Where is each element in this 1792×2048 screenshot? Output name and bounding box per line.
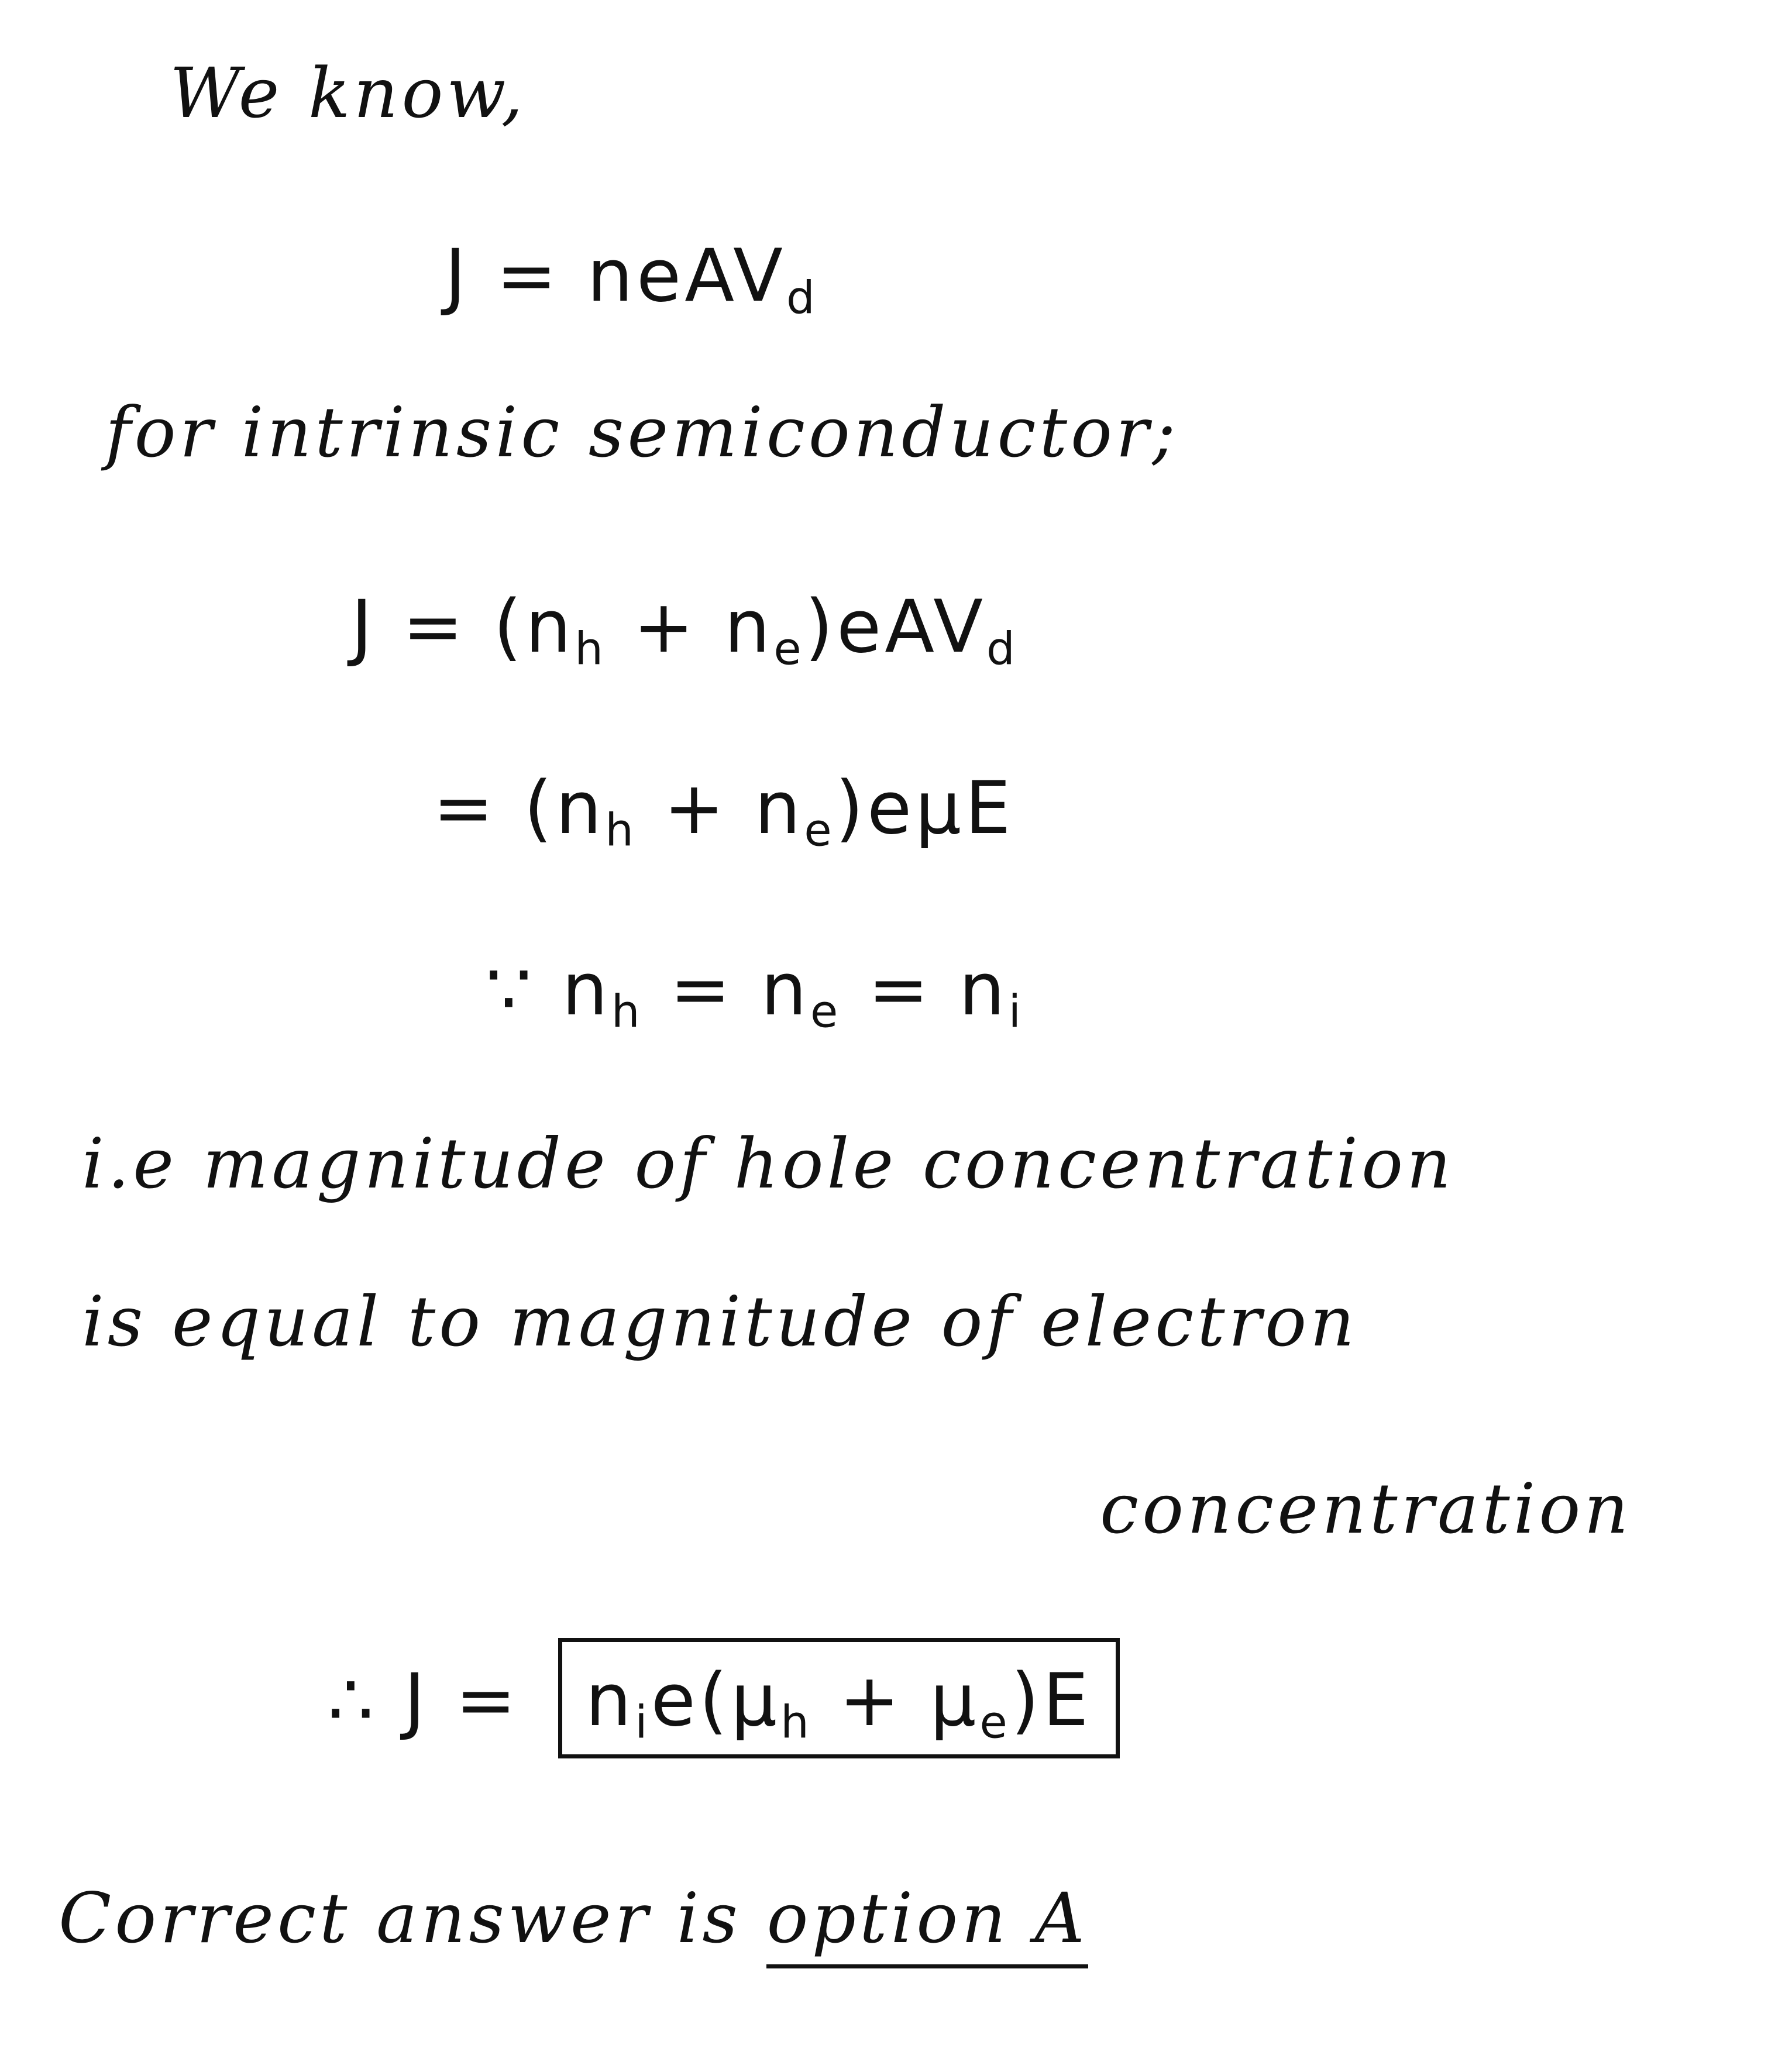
eq1-rhs: neAV [587, 234, 786, 318]
because-symbol: ∵ [486, 948, 535, 1032]
eq2-sub-h: h [575, 623, 607, 676]
final-d: )E [1010, 1658, 1092, 1743]
eq1-lhs: J [445, 234, 470, 318]
eq3-rest: )eμE [835, 766, 1014, 851]
eq4-sub-e: e [810, 986, 842, 1038]
context-line [105, 392, 1179, 473]
boxed-result [558, 1638, 1120, 1758]
answer-option: option A [766, 1884, 1088, 1968]
explanation-line-1 [82, 1123, 1455, 1204]
final-a: n [585, 1658, 635, 1743]
explanation-line-2 [82, 1281, 1358, 1362]
eq3-plus: + n [637, 766, 804, 851]
answer-prefix: Correct answer is [59, 1878, 767, 1958]
intro-text: We know, [170, 53, 527, 133]
final-b: e(μ [651, 1658, 781, 1743]
eq2-plus: + n [607, 585, 774, 669]
therefore-symbol: ∴ [328, 1658, 377, 1743]
explanation-text-3: concentration [1100, 1468, 1632, 1549]
final-sub-h: h [780, 1696, 813, 1749]
eq1-sub: d [786, 272, 818, 325]
explanation-text-1: i.e magnitude of hole concentration [82, 1123, 1455, 1204]
final-lhs: J [404, 1658, 429, 1743]
final-equation [328, 1638, 1120, 1758]
eq2-sub-e: e [773, 623, 805, 676]
equation-intrinsic [351, 585, 1019, 676]
intro-line [170, 53, 527, 133]
eq3-equals: = [433, 766, 497, 851]
eq3-sub-h: h [605, 804, 638, 857]
explanation-line-3 [1100, 1468, 1632, 1549]
final-sub-i: i [635, 1696, 651, 1749]
eq1-equals: = [496, 234, 560, 318]
final-c: + μ [812, 1658, 980, 1743]
eq2-open: (n [493, 585, 575, 669]
eq4-sub-i: i [1008, 986, 1024, 1038]
eq4-eq1: = n [643, 948, 810, 1032]
eq2-sub-d: d [986, 623, 1019, 676]
eq4-a: n [562, 948, 611, 1032]
eq2-lhs: J [351, 585, 376, 669]
context-text: for intrinsic semiconductor; [105, 392, 1179, 473]
equation-mobility [433, 766, 1014, 857]
equation-current-density [445, 234, 818, 325]
equation-equal-concentrations [486, 948, 1024, 1038]
explanation-text-2: is equal to magnitude of electron [82, 1281, 1358, 1362]
final-equals: = [455, 1658, 520, 1743]
eq2-equals: = [403, 585, 467, 669]
eq3-sub-e: e [804, 804, 835, 857]
final-sub-e: e [979, 1696, 1011, 1749]
eq4-sub-h: h [611, 986, 644, 1038]
eq2-rest: )eAV [804, 585, 987, 669]
eq4-eq2: = n [841, 948, 1009, 1032]
answer-line [59, 1878, 1088, 1968]
eq3-open: (n [524, 766, 606, 851]
